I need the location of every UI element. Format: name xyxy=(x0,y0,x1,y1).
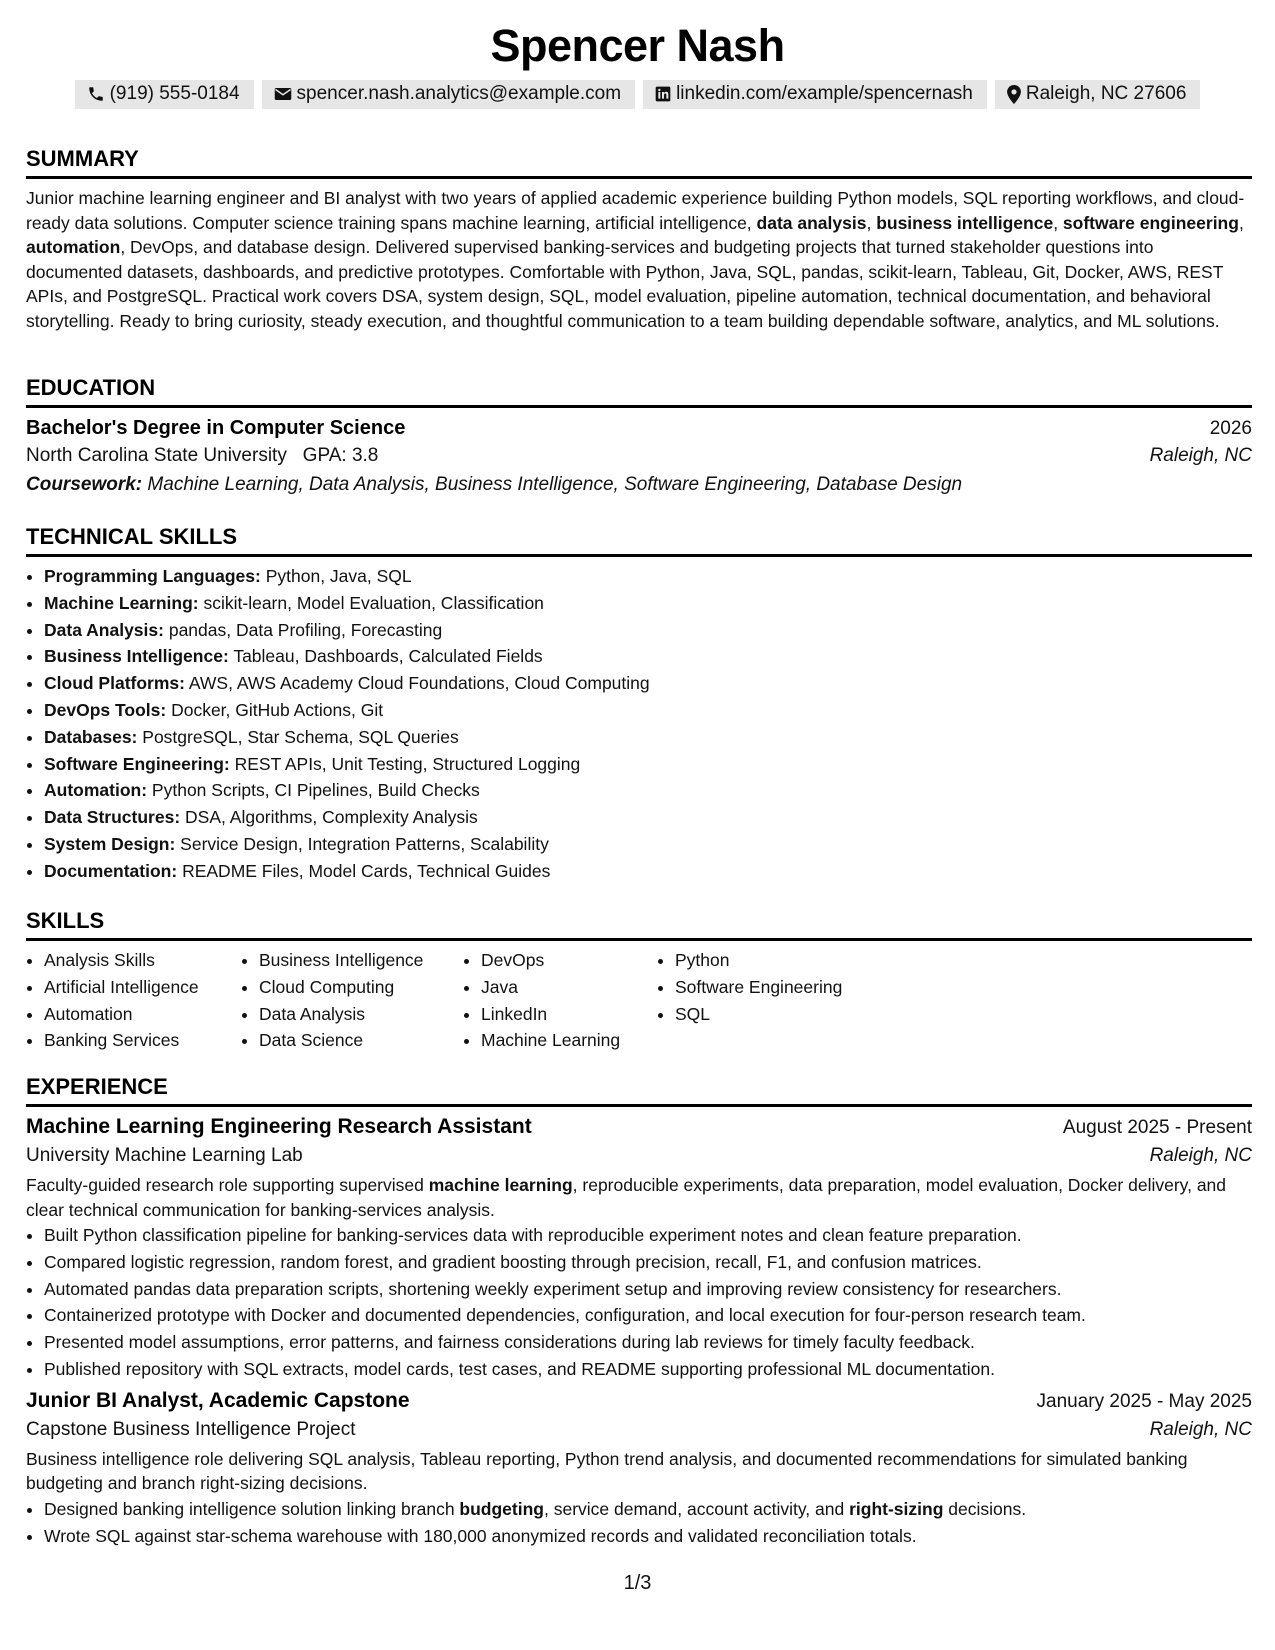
list-item: • Containerized prototype with Docker and documented dependencies, configuration, and local execution for four-person research team. xyxy=(44,1302,1252,1329)
list-item: • Documentation: README Files, Model Cards, Technical Guides xyxy=(44,858,1252,885)
school-location: Raleigh, NC xyxy=(1149,445,1252,466)
technical-skills-list xyxy=(26,563,1252,885)
school-name-gpa: North Carolina State University GPA: 3.8 xyxy=(26,445,379,466)
email-text: spencer.nash.analytics@example.com xyxy=(296,83,622,104)
job-description: Business intelligence role delivering SQL analysis, Tableau reporting, Python trend analysis, and documented recommendations for simulated banking budgeting and branch right-sizing decisions. xyxy=(26,1448,1188,1494)
linkedin-chip[interactable] xyxy=(643,80,987,109)
list-item: • Automation xyxy=(44,1001,241,1028)
job-entry xyxy=(26,1389,1252,1550)
job-bullets xyxy=(26,1222,1252,1383)
technical-skills-heading: TECHNICAL SKILLS xyxy=(26,524,1252,557)
list-item: • Compared logistic regression, random forest, and gradient boosting through precision, recall, F1, and confusion matrices. xyxy=(44,1249,1252,1276)
job-title-row xyxy=(26,1389,1252,1413)
education-section xyxy=(26,375,1252,496)
list-item: • Software Engineering: REST APIs, Unit Testing, Structured Logging xyxy=(44,751,1252,778)
list-item: • Presented model assumptions, error patterns, and fairness considerations during lab reviews for timely faculty feedback. xyxy=(44,1329,1252,1356)
skills-column-2 xyxy=(241,947,463,1054)
contact-bar xyxy=(0,80,1275,109)
list-item: • Java xyxy=(481,974,657,1001)
candidate-name: Spencer Nash xyxy=(490,20,785,71)
job-org-row xyxy=(26,1145,1252,1167)
list-item: • Wrote SQL against star-schema warehouse with 180,000 anonymized records and validated reconciliation totals. xyxy=(44,1523,1252,1550)
degree-row xyxy=(26,417,1252,440)
skills-column-1 xyxy=(26,947,241,1054)
list-item: • Analysis Skills xyxy=(44,947,241,974)
skills-column-4 xyxy=(657,947,915,1054)
job-description: Faculty-guided research role supporting supervised machine learning, reproducible experiments, data preparation, model evaluation, Docker delivery, and clear technical communication for banking-services analysis. xyxy=(26,1175,1227,1220)
skills-section xyxy=(26,908,1252,1054)
job-title: Machine Learning Engineering Research Assistant xyxy=(26,1115,532,1138)
experience-section xyxy=(26,1074,1252,1549)
list-item: • Business Intelligence xyxy=(259,947,463,974)
graduation-year: 2026 xyxy=(1209,418,1252,439)
job-org-row xyxy=(26,1419,1252,1441)
list-item: • Programming Languages: Python, Java, SQL xyxy=(44,563,1252,590)
list-item: • Python xyxy=(675,947,915,974)
job-org: University Machine Learning Lab xyxy=(26,1145,303,1166)
job-title-row xyxy=(26,1115,1252,1139)
map-pin-icon xyxy=(1007,85,1021,104)
education-heading: EDUCATION xyxy=(26,375,1252,408)
list-item: • Cloud Platforms: AWS, AWS Academy Cloud Foundations, Cloud Computing xyxy=(44,670,1252,697)
coursework: Coursework: Machine Learning, Data Analysis, Business Intelligence, Software Engineering, Database Design xyxy=(26,474,963,495)
location-text: Raleigh, NC 27606 xyxy=(1025,83,1187,104)
list-item: • Data Science xyxy=(259,1027,463,1054)
phone-icon xyxy=(87,85,105,103)
job-entry xyxy=(26,1115,1252,1383)
job-location: Raleigh, NC xyxy=(1149,1418,1252,1440)
skills-column-3 xyxy=(463,947,657,1054)
list-item: • LinkedIn xyxy=(481,1001,657,1028)
phone-chip xyxy=(75,80,254,109)
list-item: • Cloud Computing xyxy=(259,974,463,1001)
job-title: Junior BI Analyst, Academic Capstone xyxy=(26,1388,410,1412)
job-bullets xyxy=(26,1496,1252,1550)
experience-heading: EXPERIENCE xyxy=(26,1074,1252,1107)
envelope-icon xyxy=(274,86,292,102)
skills-heading: SKILLS xyxy=(26,908,1252,941)
job-dates: August 2025 - Present xyxy=(1062,1117,1252,1138)
email-chip[interactable] xyxy=(262,80,636,109)
list-item: • Built Python classification pipeline for banking-services data with reproducible experiment notes and clean feature preparation. xyxy=(44,1222,1252,1249)
location-chip xyxy=(995,80,1201,109)
list-item: • System Design: Service Design, Integration Patterns, Scalability xyxy=(44,831,1252,858)
summary-heading: SUMMARY xyxy=(26,146,1252,179)
list-item: • Artificial Intelligence xyxy=(44,974,241,1001)
skills-grid xyxy=(26,947,1252,1054)
list-item: • Automated pandas data preparation scripts, shortening weekly experiment setup and improving review consistency for researchers. xyxy=(44,1276,1252,1303)
list-item: • Data Structures: DSA, Algorithms, Complexity Analysis xyxy=(44,804,1252,831)
list-item: • Machine Learning: scikit-learn, Model Evaluation, Classification xyxy=(44,590,1252,617)
list-item: • Banking Services xyxy=(44,1027,241,1054)
list-item: • Business Intelligence: Tableau, Dashboards, Calculated Fields xyxy=(44,643,1252,670)
job-org: Capstone Business Intelligence Project xyxy=(26,1418,356,1440)
linkedin-text: linkedin.com/example/spencernash xyxy=(676,83,973,104)
list-item: • DevOps xyxy=(481,947,657,974)
degree-title: Bachelor's Degree in Computer Science xyxy=(26,417,406,439)
summary-text: Junior machine learning engineer and BI analyst with two years of applied academic experience building Python models, SQL reporting workflows, and cloud-ready data solutions. Computer science training spans machine learning, artificial intelligence, data analysis, business intelligence, software engineering, automation, DevOps, and database design. Delivered supervised banking-services and budgeting projects that turned stakeholder questions into documented datasets, dashboards, and predictive prototypes. Comfortable with Python, Java, SQL, pandas, scikit-learn, Tableau, Git, Docker, AWS, REST APIs, and PostgreSQL. Practical work covers DSA, system design, SQL, model evaluation, pipeline automation, technical documentation, and behavioral storytelling. Ready to bring curiosity, steady execution, and thoughtful communication to a team building dependable software, analytics, and ML solutions. xyxy=(26,188,1245,331)
list-item: • Data Analysis: pandas, Data Profiling, Forecasting xyxy=(44,617,1252,644)
list-item: • Databases: PostgreSQL, Star Schema, SQL Queries xyxy=(44,724,1252,751)
summary-section xyxy=(26,146,1252,333)
list-item: • Data Analysis xyxy=(259,1001,463,1028)
job-dates: January 2025 - May 2025 xyxy=(1036,1390,1252,1412)
list-item: • Designed banking intelligence solution linking branch budgeting, service demand, account activity, and right-sizing decisions. xyxy=(44,1496,1252,1523)
list-item: • DevOps Tools: Docker, GitHub Actions, Git xyxy=(44,697,1252,724)
phone-text: (919) 555-0184 xyxy=(109,83,240,104)
list-item: • Automation: Python Scripts, CI Pipelines, Build Checks xyxy=(44,777,1252,804)
job-location: Raleigh, NC xyxy=(1149,1145,1252,1166)
technical-skills-section xyxy=(26,524,1252,885)
list-item: • Software Engineering xyxy=(675,974,915,1001)
list-item: • Machine Learning xyxy=(481,1027,657,1054)
page-number: 1/3 xyxy=(623,1572,652,1594)
linkedin-icon xyxy=(655,86,671,102)
list-item: • Published repository with SQL extracts, model cards, test cases, and README supporting professional ML documentation. xyxy=(44,1356,1252,1383)
list-item: • SQL xyxy=(675,1001,915,1028)
school-row xyxy=(26,445,1252,467)
